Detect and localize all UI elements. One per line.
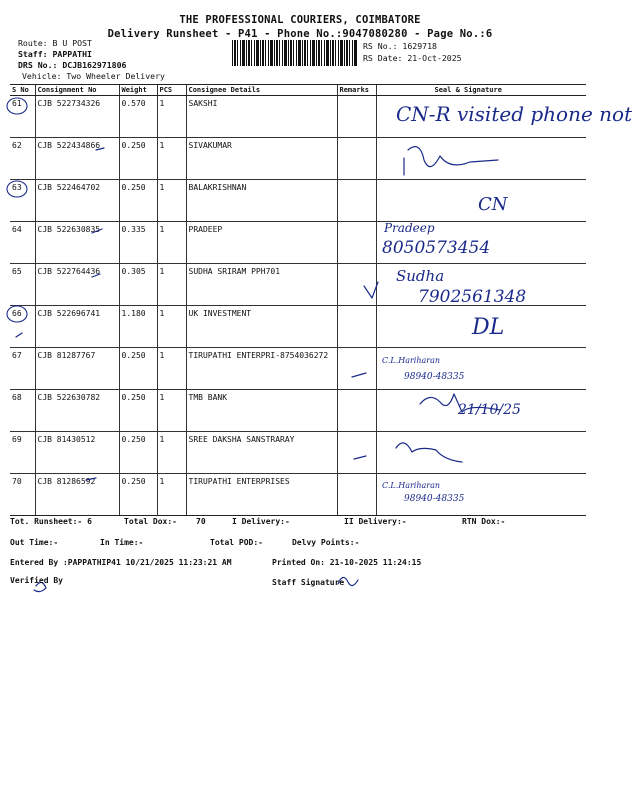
handwritten-name: Pradeep — [384, 221, 435, 235]
consignment-no: CJB 522464702 — [35, 180, 119, 222]
weight: 0.250 — [119, 138, 157, 180]
col-pcs: PCS — [157, 85, 186, 96]
consignment-no: CJB 81430512 — [35, 432, 119, 474]
consignee: TMB BANK — [186, 390, 337, 432]
tot-runsheet: Tot. Runsheet:- 6 — [10, 517, 92, 526]
sno: 61 — [10, 96, 35, 138]
weight: 0.250 — [119, 432, 157, 474]
out-time: Out Time:- — [10, 538, 59, 547]
delvy-points: Delvy Points:- — [292, 538, 360, 547]
pcs: 1 — [157, 264, 186, 306]
ii-delivery: II Delivery:- — [344, 517, 407, 526]
printed-on: Printed On: 21-10-2025 11:24:15 — [272, 558, 422, 567]
sno: 67 — [10, 348, 35, 390]
consignment-no: CJB 522630835 — [35, 222, 119, 264]
col-weight: Weight — [119, 85, 157, 96]
handwritten-name: Sudha — [396, 267, 445, 285]
consignment-no: CJB 81286592 — [35, 474, 119, 516]
consignee: SREE DAKSHA SANSTRARAY — [186, 432, 337, 474]
weight: 0.250 — [119, 474, 157, 516]
consignee: BALAKRISHNAN — [186, 180, 337, 222]
consignment-no: CJB 522696741 — [35, 306, 119, 348]
handwritten-name: C.L.Hariharan — [382, 356, 441, 365]
pcs: 1 — [157, 306, 186, 348]
pcs: 1 — [157, 432, 186, 474]
weight: 0.250 — [119, 390, 157, 432]
route-label: Route: B U POST — [18, 38, 92, 48]
handwritten-phone: 98940-48335 — [404, 372, 465, 382]
entered-by: Entered By :PAPPATHIP41 10/21/2025 11:23:21 AM — [10, 558, 232, 567]
company-title: THE PROFESSIONAL COURIERS, COIMBATORE — [179, 14, 421, 26]
total-dox-label: Total Dox:- — [124, 517, 177, 526]
consignee: TIRUPATHI ENTERPRI-8754036272 — [186, 348, 337, 390]
rs-number: RS No.: 1629718 — [363, 41, 437, 51]
consignee: SUDHA SRIRAM PPH701 — [186, 264, 337, 306]
rs-date: RS Date: 21-Oct-2025 — [363, 53, 462, 63]
consignment-no: CJB 81287767 — [35, 348, 119, 390]
handwritten-date: 21/10/25 — [458, 402, 521, 418]
col-signature: Seal & Signature — [376, 85, 586, 96]
sno: 68 — [10, 390, 35, 432]
consignment-no: CJB 522734326 — [35, 96, 119, 138]
col-consignee: Consignee Details — [186, 85, 337, 96]
sno: 66 — [10, 306, 35, 348]
consignee: TIRUPATHI ENTERPRISES — [186, 474, 337, 516]
weight: 0.335 — [119, 222, 157, 264]
pcs: 1 — [157, 474, 186, 516]
col-sno: S No — [10, 85, 35, 96]
handwritten-phone: 8050573454 — [382, 238, 491, 258]
rtn-dox: RTN Dox:- — [462, 517, 506, 526]
weight: 0.250 — [119, 180, 157, 222]
handwritten-phone: 7902561348 — [418, 287, 527, 307]
staff-signature-label: Staff Signature — [272, 578, 345, 587]
col-consignment: Consignment No — [35, 85, 119, 96]
i-delivery: I Delivery:- — [232, 517, 290, 526]
weight: 1.180 — [119, 306, 157, 348]
sno: 70 — [10, 474, 35, 516]
sno: 63 — [10, 180, 35, 222]
vehicle-label: Vehicle: Two Wheeler Delivery — [22, 71, 165, 81]
drs-number: DRS No.: DCJB162971806 — [18, 60, 127, 70]
handwritten-name: C.L.Hariharan — [382, 481, 441, 490]
consignment-no: CJB 522764436 — [35, 264, 119, 306]
pcs: 1 — [157, 180, 186, 222]
pcs: 1 — [157, 222, 186, 264]
col-remarks: Remarks — [337, 85, 376, 96]
pcs: 1 — [157, 390, 186, 432]
handwritten-remark: CN — [478, 194, 508, 215]
pcs: 1 — [157, 96, 186, 138]
total-dox-value: 70 — [196, 517, 206, 526]
weight: 0.250 — [119, 348, 157, 390]
consignee: SIVAKUMAR — [186, 138, 337, 180]
weight: 0.570 — [119, 96, 157, 138]
pcs: 1 — [157, 348, 186, 390]
staff-label: Staff: PAPPATHI — [18, 49, 92, 59]
handwritten-phone: 98940-48335 — [404, 494, 465, 504]
sno: 69 — [10, 432, 35, 474]
sno: 62 — [10, 138, 35, 180]
consignee: UK INVESTMENT — [186, 306, 337, 348]
consignee: SAKSHI — [186, 96, 337, 138]
consignment-no: CJB 522434866 — [35, 138, 119, 180]
runsheet-subtitle: Delivery Runsheet - P41 - Phone No.:9047080280 - Page No.:6 — [107, 28, 493, 40]
total-pod: Total POD:- — [210, 538, 263, 547]
handwritten-remark: CN-R visited phone not — [396, 102, 632, 126]
sno: 65 — [10, 264, 35, 306]
verified-by: Verified By — [10, 576, 63, 585]
weight: 0.305 — [119, 264, 157, 306]
in-time: In Time:- — [100, 538, 144, 547]
handwritten-remark: DL — [472, 315, 505, 340]
pcs: 1 — [157, 138, 186, 180]
sno: 64 — [10, 222, 35, 264]
consignee: PRADEEP — [186, 222, 337, 264]
consignment-no: CJB 522630782 — [35, 390, 119, 432]
